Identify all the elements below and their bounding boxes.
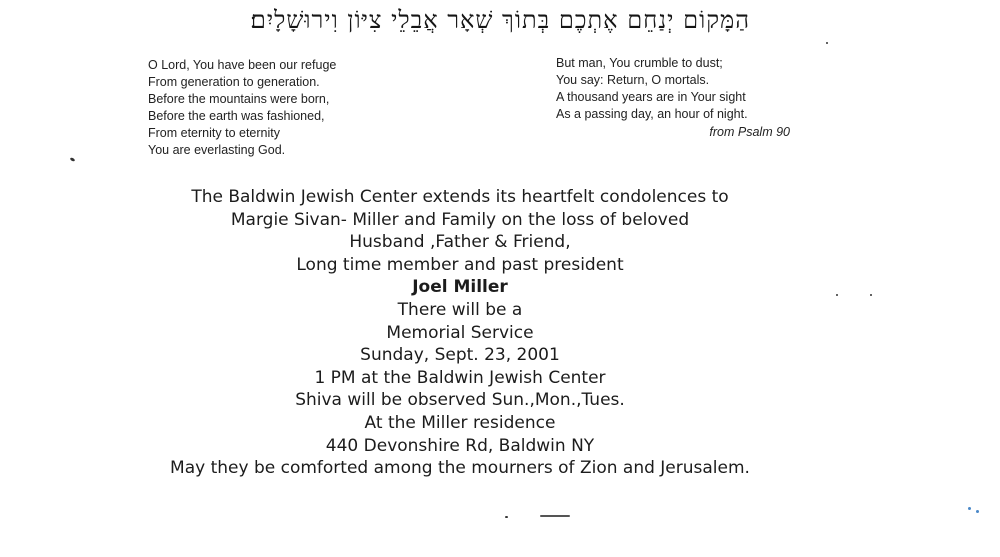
psalm-line: But man, You crumble to dust; [556, 56, 723, 70]
psalm-line: A thousand years are in Your sight [556, 90, 746, 104]
psalm-left-column [148, 57, 336, 159]
psalm-line: You are everlasting God. [148, 143, 286, 157]
service-time-location: 1 PM at the Baldwin Jewish Center [314, 367, 606, 388]
psalm-line: You say: Return, O mortals. [556, 73, 710, 87]
scan-speck [826, 42, 828, 44]
notice-line: Margie Sivan- Miller and Family on the loss of beloved [230, 209, 690, 230]
scan-speck [976, 510, 979, 513]
scan-speck [870, 294, 872, 296]
scan-speck [968, 507, 971, 510]
closing-blessing: May they be comforted among the mourners of Zion and Jerusalem. [170, 458, 750, 479]
notice-line: Husband ,Father & Friend, [349, 232, 571, 253]
scan-speck [540, 515, 570, 517]
notice-line: At the Miller residence [364, 412, 556, 433]
psalm-line: Before the earth was fashioned, [148, 109, 325, 123]
psalm-attribution: from Psalm 90 [709, 125, 790, 139]
deceased-name: Joel Miller [412, 277, 508, 298]
hebrew-blessing: הַמָּקוֹם יְנַחֵם אֶתְכֶם בְּתוֹךְ שְׁאָר אֲבֵלֵי צִיּוֹן וִירוּשָׁלָיִם׃ [249, 6, 751, 34]
service-date: Sunday, Sept. 23, 2001 [360, 345, 560, 366]
psalm-line: O Lord, You have been our refuge [148, 58, 337, 72]
scan-speck [836, 294, 838, 296]
notice-line: There will be a [397, 299, 523, 320]
notice-line: Long time member and past president [296, 254, 624, 275]
address: 440 Devonshire Rd, Baldwin NY [325, 435, 595, 456]
notice-line: Memorial Service [386, 322, 534, 343]
psalm-right-column [556, 55, 748, 123]
notice-line: Shiva will be observed Sun.,Mon.,Tues. [295, 390, 625, 411]
psalm-line: As a passing day, an hour of night. [556, 107, 748, 121]
scan-speck [505, 516, 508, 518]
notice-line: The Baldwin Jewish Center extends its heartfelt condolences to [191, 187, 729, 207]
condolence-notice [0, 186, 920, 480]
scan-speck [70, 157, 76, 162]
psalm-line: From generation to generation. [148, 75, 320, 89]
psalm-line: Before the mountains were born, [148, 92, 330, 106]
psalm-line: From eternity to eternity [148, 126, 280, 140]
